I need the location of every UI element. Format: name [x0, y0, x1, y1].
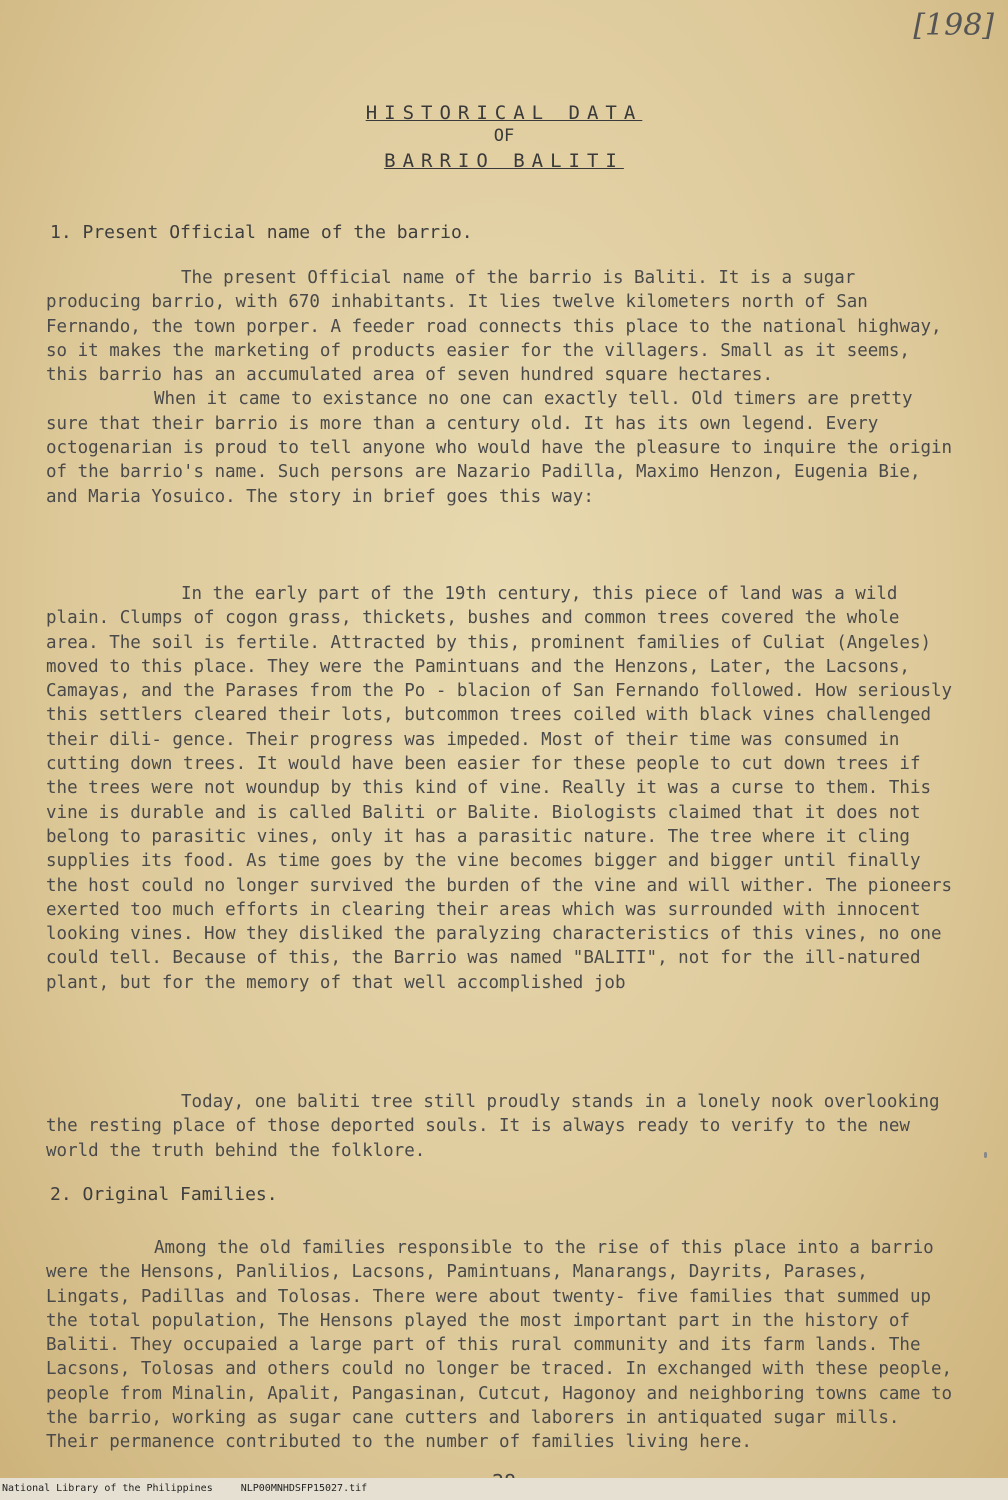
title-line-2: OF	[493, 126, 515, 146]
section-1-paragraph-3: In the early part of the 19th century, this piece of land was a wild plain. Clumps of cogon grass, thickets, bushes and common trees covered the whole area. The soil is fertile. Attracted by this, prominent families of Culiat (Angeles) moved to this place. They were the Pamintuans and the Henzons, Later, the Lacsons, Camayas, and the Parases from the Po - blacion of San Fernando followed. How seriously this settlers cleared their lots, butcommon trees coiled with black vines challenged their dili- gence. Their progress was impeded. Most of their time was consumed in cutting down trees. It would have been easier for these people to cut down trees if the trees were not woundup by this kind of vine. Really it was a curse to them. This vine is durable and is called Baliti or Balite. Biologists claimed that it does not belong to parasitic vines, only it has a parasitic nature. The tree where it cling supplies its food. As time goes by the vine becomes bigger and bigger until finally the host could no longer survived the burden of the vine and will wither. The pioneers exerted too much efforts in clearing their areas which was surrounded with innocent looking vines. How they disliked the paralyzing characteristics of this vines, no one could tell. Because of this, the Barrio was named "BALITI", not for the ill-natured plant, but for the memory of that well accomplished job	[46, 584, 953, 993]
section-1-heading: 1. Present Official name of the barrio.	[50, 222, 473, 243]
footer-filename: NLP00MNHDSFP15027.tif	[240, 1483, 368, 1494]
section-2-body	[46, 1236, 956, 1455]
title-line-1: HISTORICAL DATA	[365, 102, 643, 124]
section-2-heading: 2. Original Families.	[50, 1184, 278, 1205]
section-2-paragraph-1: Among the old families responsible to the rise of this place into a barrio were the Hensons, Panlilios, Lacsons, Pamintuans, Manarangs, Dayrits, Parases, Lingats, Padillas and Tolosas. There were about twenty- five families that summed up the total population, The Hensons played the most important part in the history of Baliti. They occupaied a large part of this rural community and its farm lands. The Lacsons, Tolosas and others could no longer be traced. In exchanged with these people, people from Minalin, Apalit, Pangasinan, Cutcut, Hagonoy and neighboring towns came to the barrio, working as sugar cane cutters and laborers in antiquated sugar mills. Their permanence contributed to the number of families living here.	[46, 1238, 953, 1453]
paper-speck	[984, 1152, 987, 1158]
page-reference-note: [198]	[913, 8, 994, 43]
section-1-closing	[46, 1090, 956, 1163]
section-1-paragraph-4: Today, one baliti tree still proudly stands in a lonely nook overlooking the resting place of those deported souls. It is always ready to verify to the new world the truth behind the folklore.	[46, 1092, 940, 1161]
section-1-story	[46, 582, 956, 995]
archive-footer	[0, 1478, 1008, 1500]
section-1-paragraph-2: When it came to existance no one can exactly tell. Old timers are pretty sure that their barrio is more than a century old. It has its own legend. Every octogenarian is proud to tell anyone who would have the pleasure to inquire the origin of the barrio's name. Such persons are Nazario Padilla, Maximo Henzon, Eugenia Bie, and Maria Yosuico. The story in brief goes this way:	[46, 389, 953, 507]
title-line-3: BARRIO BALITI	[384, 150, 624, 172]
section-1-paragraph-1: The present Official name of the barrio is Baliti. It is a sugar producing barrio, with 670 inhabitants. It lies twelve kilometers north of San Fernando, the town porper. A feeder road connects this place to the national highway, so it makes the marketing of products easier for the villagers. Small as it seems, this barrio has an accumulated area of seven hundred square hectares.	[46, 268, 942, 386]
document-title	[0, 100, 1008, 174]
section-1-body	[46, 266, 956, 509]
footer-library-name: National Library of the Philippines	[2, 1483, 213, 1494]
